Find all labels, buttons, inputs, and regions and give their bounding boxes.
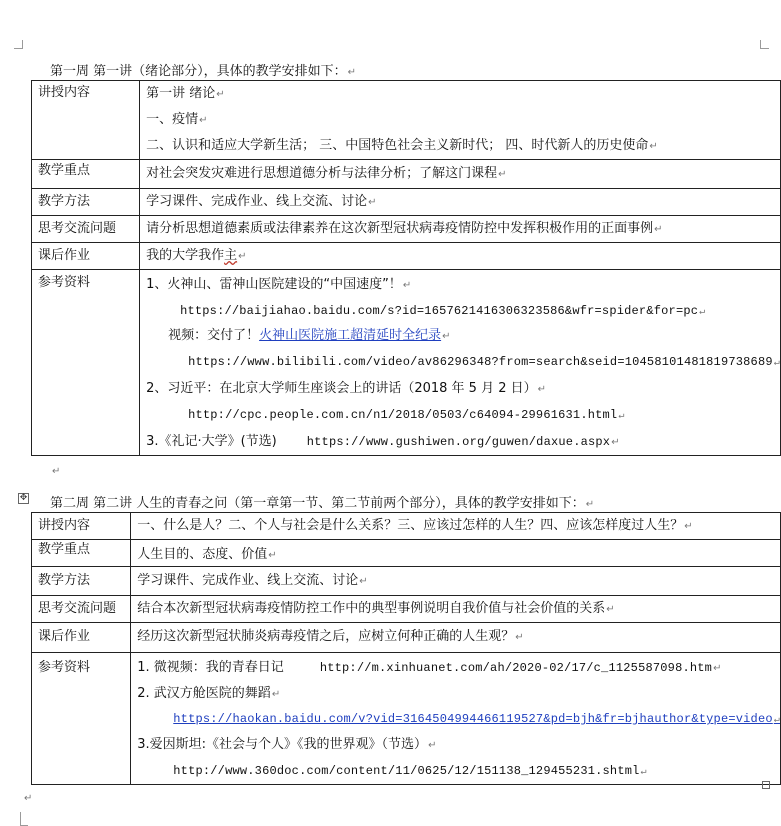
ref-line (146, 270, 780, 299)
week2-heading (50, 492, 594, 511)
paragraph-mark: ↵ (611, 437, 620, 448)
paragraph-mark: ↵ (442, 331, 451, 342)
week1-table (31, 80, 781, 456)
row-label: 思考交流问题 (38, 221, 117, 236)
ref-line (146, 323, 780, 349)
content-line (146, 216, 780, 242)
paragraph-mark: ↵ (498, 169, 507, 180)
ref-text: 1. 微视频：我的青春日记 (137, 660, 284, 675)
week2-table (31, 512, 781, 785)
ref-link[interactable] (137, 706, 780, 732)
paragraph-mark: ↵ (684, 521, 693, 532)
paragraph-mark: ↵ (585, 499, 595, 510)
content-text: 一、疫情 (146, 112, 199, 127)
paragraph-mark: ↵ (640, 767, 647, 778)
content-line (137, 513, 780, 539)
week2-row-method (32, 567, 781, 596)
ref-url-text[interactable]: http://www.360doc.com/content/11/0625/12/151138_129455231.shtml (173, 764, 640, 778)
ref-text: 3.爱因斯坦:《社会与个人》《我的世界观》（节选） (137, 737, 428, 752)
content-line (146, 160, 780, 188)
paragraph-mark: ↵ (268, 550, 277, 561)
paragraph-mark: ↵ (271, 689, 281, 700)
content-line (146, 81, 780, 106)
table-resize-handle[interactable] (762, 781, 770, 789)
content-line (137, 567, 780, 593)
paragraph-mark: ↵ (699, 307, 706, 318)
ref-url[interactable] (137, 758, 780, 784)
paragraph-mark: ↵ (347, 67, 357, 78)
content-line (137, 596, 780, 622)
paragraph-mark: ↵ (606, 604, 615, 615)
video-link[interactable]: 火神山医院施工超清延时全纪录 (259, 328, 442, 343)
content-line (146, 243, 780, 269)
ref-text: 2. 武汉方舱医院的舞蹈 (137, 686, 271, 701)
content-line (137, 623, 780, 649)
paragraph-mark: ↵ (52, 466, 61, 477)
paragraph-mark: ↵ (773, 358, 780, 369)
ref-url-text[interactable]: https://baijiahao.baidu.com/s?id=1657621416306323586&wfr=spider&for=pc (180, 304, 699, 318)
row-label: 课后作业 (38, 248, 91, 263)
week2-row-discussion (32, 596, 781, 623)
ref-url-text[interactable]: https://www.gushiwen.org/guwen/daxue.aspx (306, 435, 611, 449)
week1-row-homework (32, 243, 781, 270)
row-label: 参考资料 (38, 660, 91, 675)
spellcheck-word: 主 (224, 248, 238, 263)
content-line (146, 189, 780, 215)
paragraph-mark: ↵ (654, 224, 663, 235)
ref-url[interactable] (146, 402, 780, 429)
week1-row-content (32, 81, 781, 160)
ref-url-text[interactable]: https://www.bilibili.com/video/av86296348?from=search&seid=10458101481819738689 (188, 355, 773, 369)
row-label: 教学方法 (38, 194, 91, 209)
ref-text: 3.《礼记·大学》(节选) (146, 434, 277, 449)
row-label: 教学方法 (38, 573, 91, 588)
paragraph-mark: ↵ (428, 740, 437, 751)
paragraph-mark: ↵ (359, 576, 368, 587)
content-text: 二、认识和适应大学新生活； 三、中国特色社会主义新时代； 四、时代新人的历史使命 (146, 138, 649, 153)
content-text: 人生目的、态度、价值 (137, 547, 268, 562)
content-text: 第一讲 绪论 (146, 86, 216, 101)
ref-line (146, 429, 780, 455)
paragraph-mark: ↵ (402, 280, 412, 291)
week1-row-discussion (32, 216, 781, 243)
page-corner-mark-top-left (14, 40, 23, 49)
week2-row-homework (32, 623, 781, 653)
content-text: 学习课件、完成作业、线上交流、讨论 (146, 194, 368, 209)
content-text: 学习课件、完成作业、线上交流、讨论 (137, 573, 359, 588)
week2-row-content (32, 513, 781, 540)
week1-row-method (32, 189, 781, 216)
paragraph-mark: ↵ (773, 715, 780, 726)
paragraph-mark: ↵ (24, 793, 33, 804)
week1-heading (50, 60, 356, 79)
ref-url[interactable] (146, 299, 780, 323)
ref-line (137, 732, 780, 758)
content-text: 经历这次新型冠状肺炎病毒疫情之后，应树立何种正确的人生观？ (137, 629, 515, 644)
content-text: 结合本次新型冠状病毒疫情防控工作中的典型事例说明自我价值与社会价值的关系 (137, 601, 606, 616)
row-label: 教学重点 (38, 163, 91, 178)
page-corner-mark-bottom-left (20, 812, 28, 826)
ref-url-text[interactable]: http://cpc.people.com.cn/n1/2018/0503/c64094-29961631.html (188, 408, 618, 422)
content-text: 我的大学我作 (146, 248, 225, 263)
row-label: 讲授内容 (38, 518, 91, 533)
table-move-handle-icon[interactable]: ✥ (19, 493, 28, 503)
ref-line (137, 653, 780, 681)
ref-text: 2、习近平：在北京大学师生座谈会上的讲话（2018 年 5 月 2 日） (146, 381, 537, 396)
row-label: 教学重点 (38, 542, 91, 557)
paragraph-mark: ↵ (368, 197, 377, 208)
content-text: 对社会突发灾难进行思想道德分析与法律分析；了解这门课程 (146, 166, 498, 181)
content-text: 一、什么是人？二、个人与社会是什么关系？三、应该过怎样的人生？四、应该怎样度过人生？ (137, 518, 684, 533)
row-label: 参考资料 (38, 275, 91, 290)
paragraph-mark: ↵ (238, 251, 247, 262)
row-label: 课后作业 (38, 629, 91, 644)
paragraph-mark: ↵ (713, 663, 722, 674)
ref-url[interactable] (146, 349, 780, 375)
content-line (146, 133, 780, 159)
week2-row-focus (32, 540, 781, 567)
paragraph-mark: ↵ (618, 411, 625, 422)
ref-url-text[interactable]: https://haokan.baidu.com/v?vid=3164504994466119527&pd=bjh&fr=bjhauthor&type=video (173, 712, 773, 726)
ref-line (137, 681, 780, 706)
week1-row-refs (32, 270, 781, 456)
paragraph-mark: ↵ (199, 115, 208, 126)
paragraph-mark: ↵ (649, 141, 658, 152)
week2-heading-text: 第二周 第二讲 人生的青春之问（第一章第一节、第二节前两个部分），具体的教学安排如下： (50, 496, 585, 511)
page-corner-mark-top-right (760, 40, 769, 49)
ref-text: 1、火神山、雷神山医院建设的“中国速度”！ (146, 277, 402, 292)
content-line (146, 106, 780, 133)
paragraph-mark: ↵ (515, 632, 524, 643)
week2-row-refs (32, 653, 781, 785)
paragraph-mark: ↵ (537, 384, 547, 395)
week1-heading-text: 第一周 第一讲（绪论部分），具体的教学安排如下： (50, 64, 347, 79)
content-line (137, 540, 780, 566)
ref-url-text[interactable]: http://m.xinhuanet.com/ah/2020-02/17/c_1125587098.htm (319, 661, 713, 675)
paragraph-mark: ↵ (216, 89, 225, 100)
ref-text: 视频：交付了！ (168, 328, 260, 343)
week1-row-focus (32, 160, 781, 189)
content-text: 请分析思想道德素质或法律素养在这次新型冠状病毒疫情防控中发挥积极作用的正面事例 (146, 221, 654, 236)
row-label: 讲授内容 (38, 85, 91, 100)
row-label: 思考交流问题 (38, 601, 117, 616)
ref-line (146, 375, 780, 402)
